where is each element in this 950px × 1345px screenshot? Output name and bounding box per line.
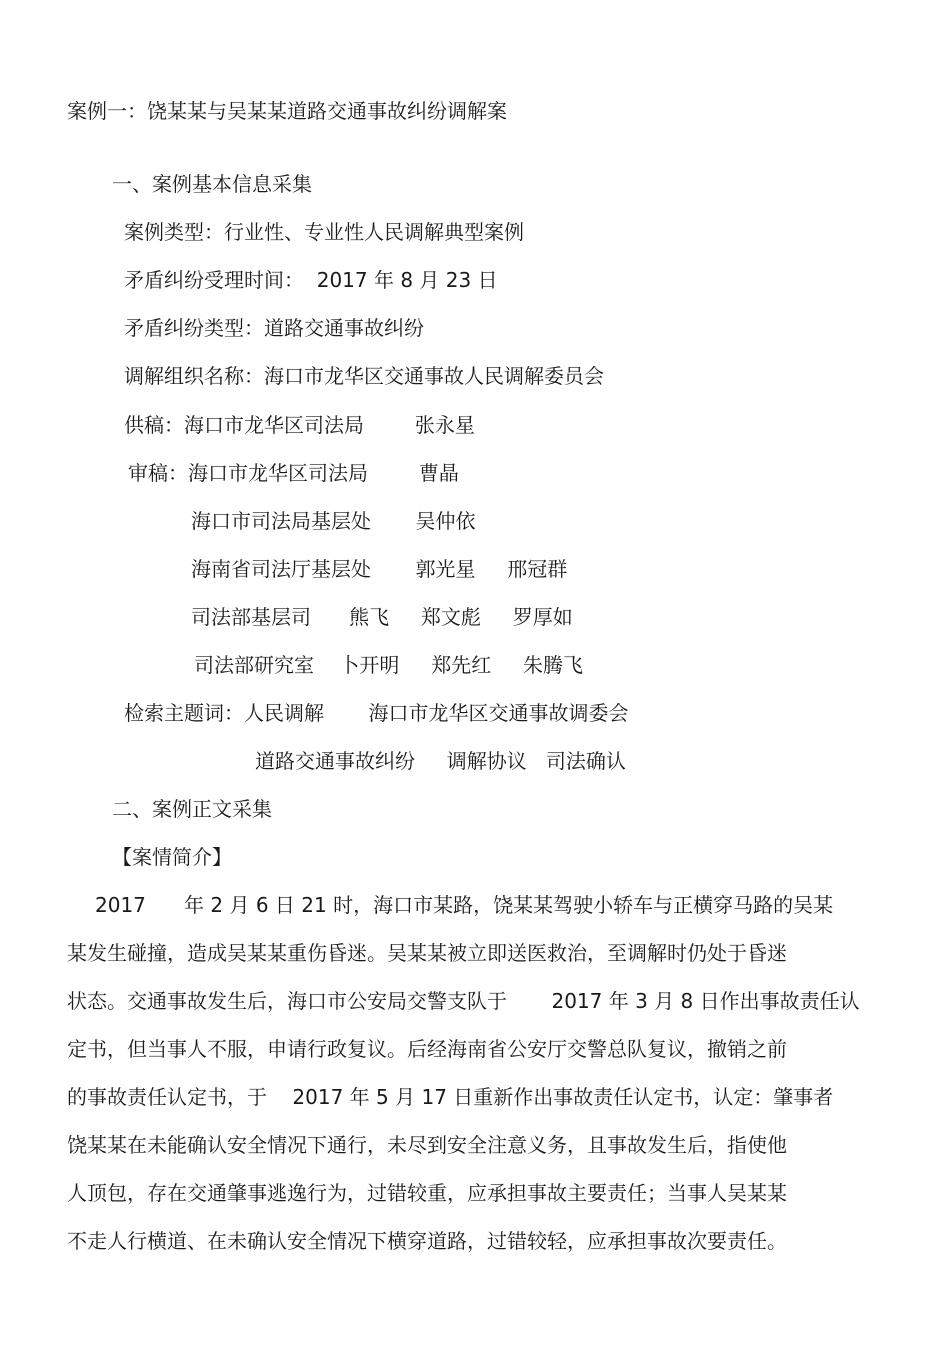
- reviewer-line: 海口市司法局基层处 吴仲依: [191, 509, 476, 533]
- keywords-line: 道路交通事故纠纷 调解协议 司法确认: [255, 749, 626, 773]
- section2-subheading: 【案情简介】: [112, 845, 232, 869]
- reviewer-line: 司法部基层司 熊飞 郑文彪 罗厚如: [191, 605, 573, 629]
- document-title: 案例一：饶某某与吴某某道路交通事故纠纷调解案: [67, 99, 507, 123]
- paragraph-line: 的事故责任认定书，于 2017 年 5 月 17 日重新作出事故责任认定书，认定：肇事者: [67, 1085, 834, 1109]
- reviewer-line: 审稿：海口市龙华区司法局 曹晶: [128, 461, 459, 485]
- case-type: 案例类型：行业性、专业性人民调解典型案例: [124, 220, 524, 244]
- paragraph-line: 人顶包，存在交通肇事逃逸行为，过错较重，应承担事故主要责任；当事人吴某某: [67, 1181, 787, 1205]
- reviewer-line: 司法部研究室 卜开明 郑先红 朱腾飞: [194, 653, 584, 677]
- section2-heading: 二、案例正文采集: [112, 797, 272, 821]
- dispute-type: 矛盾纠纷类型：道路交通事故纠纷: [124, 316, 424, 340]
- org-name: 调解组织名称：海口市龙华区交通事故人民调解委员会: [124, 364, 604, 388]
- keywords-line: 检索主题词：人民调解 海口市龙华区交通事故调委会: [124, 701, 629, 725]
- reviewer-line: 海南省司法厅基层处 郭光星 邢冠群: [191, 557, 568, 581]
- paragraph-line: 饶某某在未能确认安全情况下通行，未尽到安全注意义务，且事故发生后，指使他: [67, 1133, 787, 1157]
- paragraph-line: 2017 年 2 月 6 日 21 时，海口市某路，饶某某驾驶小轿车与正横穿马路的吴某: [95, 893, 834, 917]
- paragraph-line: 状态。交通事故发生后，海口市公安局交警支队于 2017 年 3 月 8 日作出事故责任认: [67, 989, 860, 1013]
- paragraph-line: 某发生碰撞，造成吴某某重伤昏迷。吴某某被立即送医救治，至调解时仍处于昏迷: [67, 941, 787, 965]
- section1-heading: 一、案例基本信息采集: [112, 172, 312, 196]
- paragraph-line: 定书，但当事人不服，申请行政复议。后经海南省公安厅交警总队复议，撤销之前: [67, 1037, 787, 1061]
- contributor: 供稿：海口市龙华区司法局 张永星: [124, 413, 475, 437]
- accept-time: 矛盾纠纷受理时间： 2017 年 8 月 23 日: [124, 268, 498, 292]
- paragraph-line: 不走人行横道、在未确认安全情况下横穿道路，过错较轻，应承担事故次要责任。: [67, 1229, 787, 1253]
